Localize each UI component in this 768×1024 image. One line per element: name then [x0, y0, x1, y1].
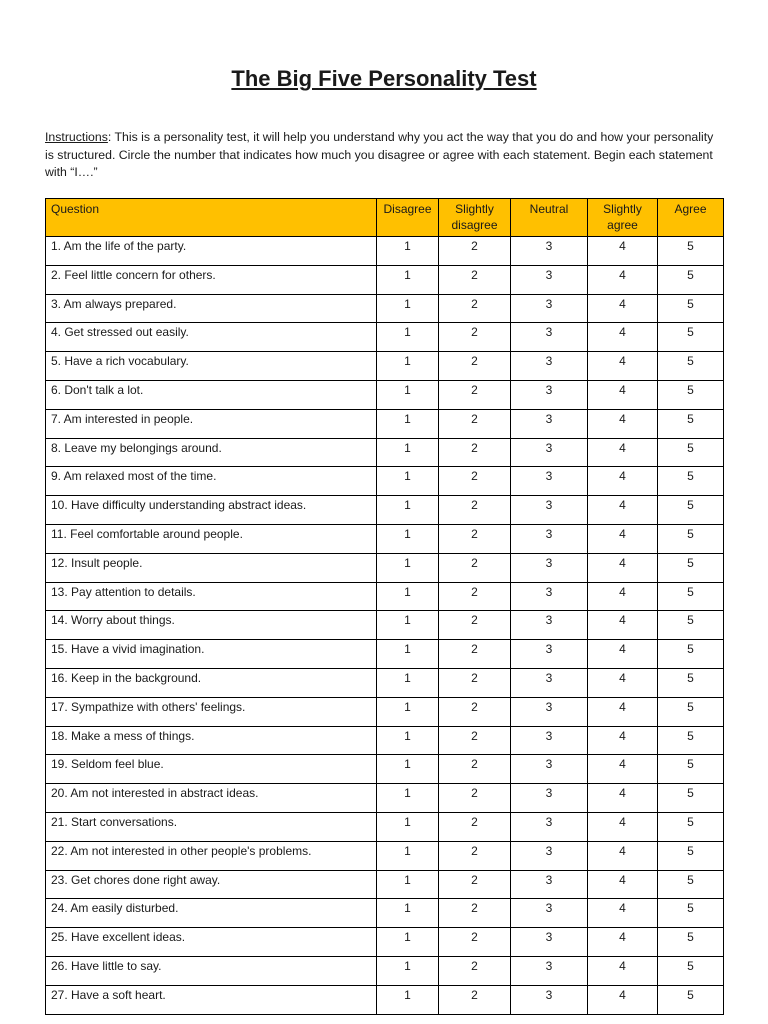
- rating-option-slightly-agree[interactable]: 4: [588, 265, 658, 294]
- rating-option-agree[interactable]: 5: [658, 697, 724, 726]
- question-text: 12. Insult people.: [46, 553, 377, 582]
- rating-option-neutral[interactable]: 3: [511, 496, 588, 525]
- rating-option-agree[interactable]: 5: [658, 812, 724, 841]
- rating-option-neutral[interactable]: 3: [511, 812, 588, 841]
- rating-option-agree[interactable]: 5: [658, 438, 724, 467]
- rating-option-slightly-disagree[interactable]: 2: [439, 755, 511, 784]
- rating-option-agree[interactable]: 5: [658, 496, 724, 525]
- rating-option-slightly-agree[interactable]: 4: [588, 928, 658, 957]
- rating-option-neutral[interactable]: 3: [511, 380, 588, 409]
- table-row: [46, 841, 724, 870]
- rating-option-slightly-agree[interactable]: 4: [588, 237, 658, 266]
- question-text: 5. Have a rich vocabulary.: [46, 352, 377, 381]
- rating-option-agree[interactable]: 5: [658, 755, 724, 784]
- rating-option-disagree[interactable]: 1: [377, 496, 439, 525]
- rating-option-agree[interactable]: 5: [658, 899, 724, 928]
- rating-option-disagree[interactable]: 1: [377, 237, 439, 266]
- rating-option-slightly-agree[interactable]: 4: [588, 726, 658, 755]
- rating-option-neutral[interactable]: 3: [511, 237, 588, 266]
- rating-option-disagree[interactable]: 1: [377, 380, 439, 409]
- rating-option-disagree[interactable]: 1: [377, 265, 439, 294]
- table-row: [46, 812, 724, 841]
- rating-option-neutral[interactable]: 3: [511, 985, 588, 1014]
- rating-option-slightly-agree[interactable]: 4: [588, 755, 658, 784]
- rating-option-neutral[interactable]: 3: [511, 409, 588, 438]
- question-text: 14. Worry about things.: [46, 611, 377, 640]
- rating-option-disagree[interactable]: 1: [377, 784, 439, 813]
- rating-option-neutral[interactable]: 3: [511, 323, 588, 352]
- rating-option-slightly-disagree[interactable]: 2: [439, 438, 511, 467]
- rating-option-neutral[interactable]: 3: [511, 553, 588, 582]
- rating-option-slightly-disagree[interactable]: 2: [439, 380, 511, 409]
- rating-option-agree[interactable]: 5: [658, 467, 724, 496]
- rating-option-agree[interactable]: 5: [658, 524, 724, 553]
- rating-option-disagree[interactable]: 1: [377, 294, 439, 323]
- question-text: 3. Am always prepared.: [46, 294, 377, 323]
- rating-option-slightly-disagree[interactable]: 2: [439, 409, 511, 438]
- rating-option-slightly-agree[interactable]: 4: [588, 611, 658, 640]
- rating-option-agree[interactable]: 5: [658, 726, 724, 755]
- rating-option-disagree[interactable]: 1: [377, 899, 439, 928]
- question-text: 19. Seldom feel blue.: [46, 755, 377, 784]
- question-text: 20. Am not interested in abstract ideas.: [46, 784, 377, 813]
- rating-option-disagree[interactable]: 1: [377, 928, 439, 957]
- rating-option-slightly-agree[interactable]: 4: [588, 784, 658, 813]
- rating-option-disagree[interactable]: 1: [377, 524, 439, 553]
- rating-option-slightly-agree[interactable]: 4: [588, 812, 658, 841]
- rating-option-slightly-disagree[interactable]: 2: [439, 985, 511, 1014]
- column-header-disagree: Disagree: [377, 199, 439, 237]
- rating-option-agree[interactable]: 5: [658, 265, 724, 294]
- rating-option-agree[interactable]: 5: [658, 582, 724, 611]
- rating-option-slightly-disagree[interactable]: 2: [439, 524, 511, 553]
- table-row: [46, 611, 724, 640]
- question-text: 26. Have little to say.: [46, 956, 377, 985]
- column-header-question: Question: [46, 199, 377, 237]
- rating-option-agree[interactable]: 5: [658, 409, 724, 438]
- rating-option-disagree[interactable]: 1: [377, 640, 439, 669]
- rating-option-agree[interactable]: 5: [658, 956, 724, 985]
- question-text: 1. Am the life of the party.: [46, 237, 377, 266]
- table-row: [46, 294, 724, 323]
- rating-option-slightly-agree[interactable]: 4: [588, 409, 658, 438]
- rating-option-agree[interactable]: 5: [658, 553, 724, 582]
- rating-option-neutral[interactable]: 3: [511, 611, 588, 640]
- question-text: 25. Have excellent ideas.: [46, 928, 377, 957]
- rating-option-agree[interactable]: 5: [658, 640, 724, 669]
- rating-option-slightly-disagree[interactable]: 2: [439, 899, 511, 928]
- rating-option-slightly-disagree[interactable]: 2: [439, 640, 511, 669]
- question-text: 11. Feel comfortable around people.: [46, 524, 377, 553]
- table-row: [46, 985, 724, 1014]
- rating-option-slightly-disagree[interactable]: 2: [439, 870, 511, 899]
- rating-option-slightly-agree[interactable]: 4: [588, 496, 658, 525]
- rating-option-slightly-agree[interactable]: 4: [588, 985, 658, 1014]
- rating-option-disagree[interactable]: 1: [377, 582, 439, 611]
- question-text: 15. Have a vivid imagination.: [46, 640, 377, 669]
- question-text: 18. Make a mess of things.: [46, 726, 377, 755]
- rating-option-neutral[interactable]: 3: [511, 640, 588, 669]
- instructions-label: Instructions: [45, 130, 108, 144]
- table-row: [46, 956, 724, 985]
- rating-option-neutral[interactable]: 3: [511, 755, 588, 784]
- rating-option-slightly-agree[interactable]: 4: [588, 956, 658, 985]
- rating-option-neutral[interactable]: 3: [511, 524, 588, 553]
- table-row: [46, 784, 724, 813]
- rating-option-disagree[interactable]: 1: [377, 409, 439, 438]
- rating-option-neutral[interactable]: 3: [511, 265, 588, 294]
- rating-option-neutral[interactable]: 3: [511, 294, 588, 323]
- rating-option-slightly-agree[interactable]: 4: [588, 582, 658, 611]
- table-row: [46, 265, 724, 294]
- rating-option-disagree[interactable]: 1: [377, 438, 439, 467]
- rating-option-neutral[interactable]: 3: [511, 668, 588, 697]
- question-text: 17. Sympathize with others' feelings.: [46, 697, 377, 726]
- rating-option-slightly-disagree[interactable]: 2: [439, 467, 511, 496]
- instructions-text: : This is a personality test, it will help you understand why you act the way that you do and how your personality is structured. Circle the number that indicates how much you disagree or agree with each statement. Begin each statement with “I….”: [45, 130, 714, 179]
- column-header-slightly-disagree: Slightly disagree: [439, 199, 511, 237]
- question-text: 6. Don't talk a lot.: [46, 380, 377, 409]
- rating-option-slightly-agree[interactable]: 4: [588, 467, 658, 496]
- table-row: [46, 726, 724, 755]
- rating-option-neutral[interactable]: 3: [511, 352, 588, 381]
- rating-option-disagree[interactable]: 1: [377, 467, 439, 496]
- rating-option-slightly-disagree[interactable]: 2: [439, 352, 511, 381]
- table-row: [46, 524, 724, 553]
- rating-option-neutral[interactable]: 3: [511, 899, 588, 928]
- rating-option-slightly-agree[interactable]: 4: [588, 323, 658, 352]
- rating-option-agree[interactable]: 5: [658, 985, 724, 1014]
- rating-option-slightly-disagree[interactable]: 2: [439, 928, 511, 957]
- rating-option-slightly-disagree[interactable]: 2: [439, 668, 511, 697]
- column-header-slightly-agree: Slightly agree: [588, 199, 658, 237]
- rating-option-disagree[interactable]: 1: [377, 352, 439, 381]
- rating-option-slightly-agree[interactable]: 4: [588, 640, 658, 669]
- question-text: 21. Start conversations.: [46, 812, 377, 841]
- rating-option-slightly-disagree[interactable]: 2: [439, 265, 511, 294]
- table-row: [46, 496, 724, 525]
- rating-option-neutral[interactable]: 3: [511, 841, 588, 870]
- table-row: [46, 237, 724, 266]
- rating-option-agree[interactable]: 5: [658, 237, 724, 266]
- rating-option-neutral[interactable]: 3: [511, 784, 588, 813]
- rating-option-slightly-agree[interactable]: 4: [588, 524, 658, 553]
- rating-option-agree[interactable]: 5: [658, 380, 724, 409]
- rating-option-slightly-disagree[interactable]: 2: [439, 496, 511, 525]
- rating-option-slightly-disagree[interactable]: 2: [439, 582, 511, 611]
- rating-option-neutral[interactable]: 3: [511, 582, 588, 611]
- table-row: [46, 582, 724, 611]
- instructions-paragraph: [45, 129, 725, 182]
- rating-option-slightly-disagree[interactable]: 2: [439, 812, 511, 841]
- rating-option-slightly-disagree[interactable]: 2: [439, 841, 511, 870]
- table-row: [46, 755, 724, 784]
- rating-option-neutral[interactable]: 3: [511, 697, 588, 726]
- rating-option-slightly-agree[interactable]: 4: [588, 294, 658, 323]
- rating-option-slightly-disagree[interactable]: 2: [439, 323, 511, 352]
- rating-option-neutral[interactable]: 3: [511, 928, 588, 957]
- question-text: 22. Am not interested in other people's problems.: [46, 841, 377, 870]
- rating-option-agree[interactable]: 5: [658, 323, 724, 352]
- rating-option-slightly-agree[interactable]: 4: [588, 870, 658, 899]
- table-row: [46, 697, 724, 726]
- rating-option-neutral[interactable]: 3: [511, 467, 588, 496]
- question-text: 16. Keep in the background.: [46, 668, 377, 697]
- question-text: 24. Am easily disturbed.: [46, 899, 377, 928]
- table-row: [46, 323, 724, 352]
- question-text: 7. Am interested in people.: [46, 409, 377, 438]
- table-row: [46, 380, 724, 409]
- question-text: 23. Get chores done right away.: [46, 870, 377, 899]
- rating-option-disagree[interactable]: 1: [377, 668, 439, 697]
- table-row: [46, 928, 724, 957]
- rating-option-disagree[interactable]: 1: [377, 611, 439, 640]
- table-row: [46, 640, 724, 669]
- table-row: [46, 352, 724, 381]
- rating-option-neutral[interactable]: 3: [511, 726, 588, 755]
- rating-option-disagree[interactable]: 1: [377, 956, 439, 985]
- rating-option-slightly-agree[interactable]: 4: [588, 697, 658, 726]
- header-row: [46, 199, 724, 237]
- rating-option-disagree[interactable]: 1: [377, 755, 439, 784]
- rating-option-slightly-disagree[interactable]: 2: [439, 553, 511, 582]
- rating-option-disagree[interactable]: 1: [377, 812, 439, 841]
- rating-option-slightly-agree[interactable]: 4: [588, 841, 658, 870]
- questionnaire-table: [45, 198, 724, 1015]
- rating-option-slightly-agree[interactable]: 4: [588, 352, 658, 381]
- rating-option-slightly-agree[interactable]: 4: [588, 668, 658, 697]
- rating-option-neutral[interactable]: 3: [511, 956, 588, 985]
- rating-option-slightly-agree[interactable]: 4: [588, 899, 658, 928]
- page-title: The Big Five Personality Test: [231, 66, 537, 91]
- rating-option-slightly-agree[interactable]: 4: [588, 380, 658, 409]
- rating-option-disagree[interactable]: 1: [377, 870, 439, 899]
- rating-option-neutral[interactable]: 3: [511, 438, 588, 467]
- question-text: 4. Get stressed out easily.: [46, 323, 377, 352]
- question-text: 9. Am relaxed most of the time.: [46, 467, 377, 496]
- rating-option-disagree[interactable]: 1: [377, 697, 439, 726]
- rating-option-disagree[interactable]: 1: [377, 841, 439, 870]
- rating-option-agree[interactable]: 5: [658, 294, 724, 323]
- rating-option-slightly-disagree[interactable]: 2: [439, 611, 511, 640]
- question-text: 8. Leave my belongings around.: [46, 438, 377, 467]
- rating-option-agree[interactable]: 5: [658, 784, 724, 813]
- table-row: [46, 409, 724, 438]
- column-header-agree: Agree: [658, 199, 724, 237]
- rating-option-disagree[interactable]: 1: [377, 726, 439, 755]
- question-text: 27. Have a soft heart.: [46, 985, 377, 1014]
- rating-option-slightly-disagree[interactable]: 2: [439, 784, 511, 813]
- rating-option-agree[interactable]: 5: [658, 841, 724, 870]
- question-text: 10. Have difficulty understanding abstract ideas.: [46, 496, 377, 525]
- column-header-neutral: Neutral: [511, 199, 588, 237]
- rating-option-slightly-disagree[interactable]: 2: [439, 956, 511, 985]
- rating-option-slightly-disagree[interactable]: 2: [439, 294, 511, 323]
- rating-option-agree[interactable]: 5: [658, 668, 724, 697]
- rating-option-disagree[interactable]: 1: [377, 985, 439, 1014]
- rating-option-agree[interactable]: 5: [658, 928, 724, 957]
- table-row: [46, 899, 724, 928]
- rating-option-disagree[interactable]: 1: [377, 323, 439, 352]
- rating-option-slightly-disagree[interactable]: 2: [439, 237, 511, 266]
- rating-option-agree[interactable]: 5: [658, 611, 724, 640]
- rating-option-agree[interactable]: 5: [658, 870, 724, 899]
- rating-option-slightly-agree[interactable]: 4: [588, 438, 658, 467]
- rating-option-slightly-agree[interactable]: 4: [588, 553, 658, 582]
- table-row: [46, 553, 724, 582]
- rating-option-slightly-disagree[interactable]: 2: [439, 697, 511, 726]
- question-text: 2. Feel little concern for others.: [46, 265, 377, 294]
- rating-option-slightly-disagree[interactable]: 2: [439, 726, 511, 755]
- question-text: 13. Pay attention to details.: [46, 582, 377, 611]
- table-row: [46, 467, 724, 496]
- table-row: [46, 870, 724, 899]
- table-row: [46, 668, 724, 697]
- rating-option-agree[interactable]: 5: [658, 352, 724, 381]
- rating-option-disagree[interactable]: 1: [377, 553, 439, 582]
- table-row: [46, 438, 724, 467]
- rating-option-neutral[interactable]: 3: [511, 870, 588, 899]
